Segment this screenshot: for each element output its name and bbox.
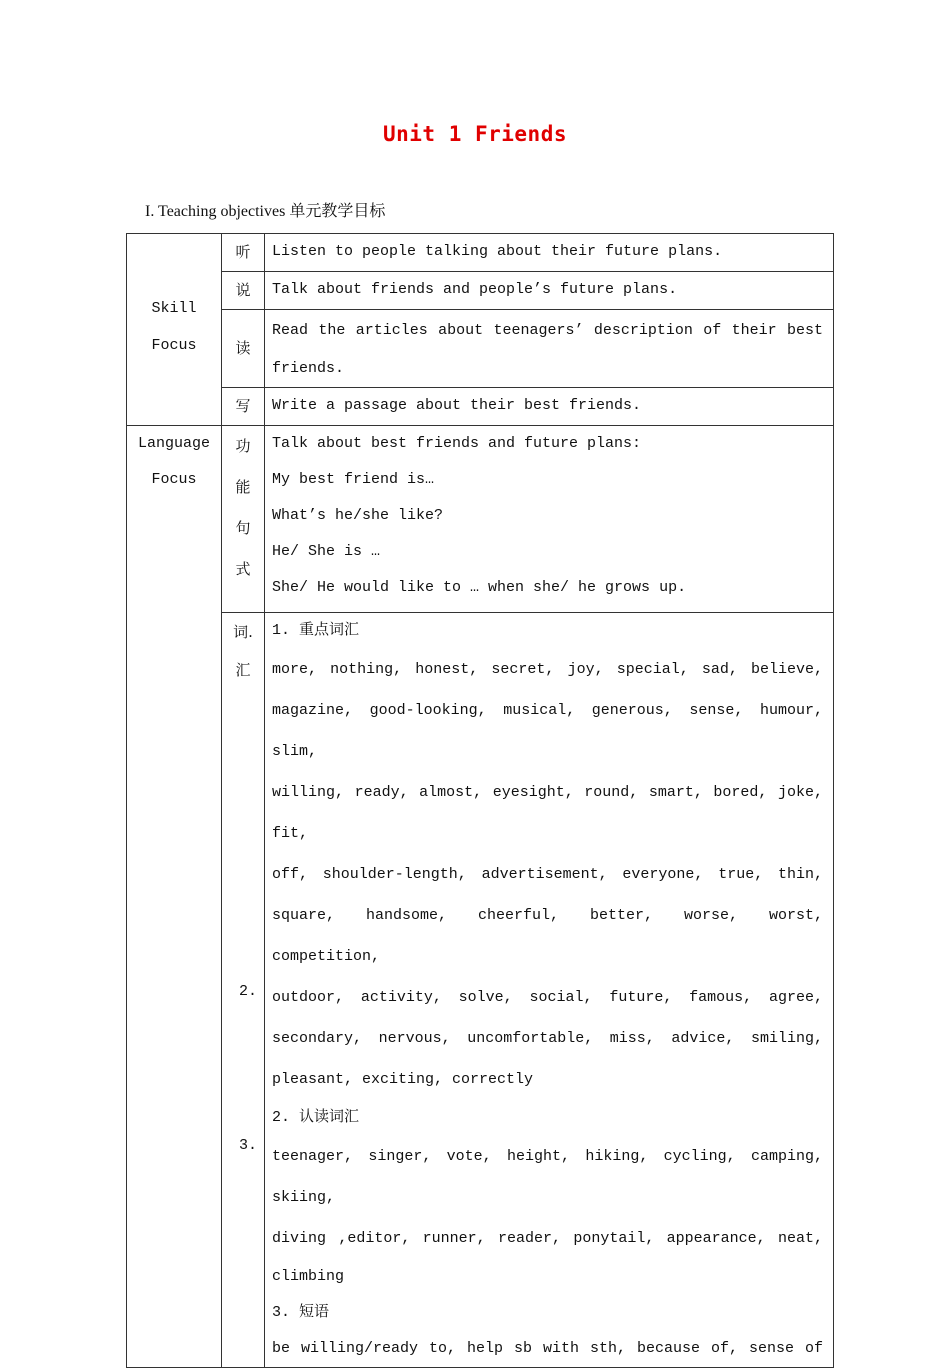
vocab-line: pleasant, exciting, correctly <box>272 1071 534 1088</box>
vocabulary-content <box>265 613 834 1368</box>
skill-text-speak: Talk about friends and people’s future plans. <box>265 272 834 310</box>
vocab-heading: 2. 认读词汇 <box>272 1109 360 1126</box>
page-title: Unit 1 Friends <box>382 122 567 146</box>
language-focus-cell <box>127 426 222 1368</box>
vocab-line: off, shoulder-length, advertisement, everyone, true, thin, <box>272 866 823 883</box>
vocab-line: secondary, nervous, uncomfortable, miss, advice, smiling, <box>272 1030 823 1047</box>
list-number: 3. <box>238 1137 257 1154</box>
vocab-line: more, nothing, honest, secret, joy, special, sad, believe, <box>272 661 823 678</box>
skill-label-listen: 听 <box>222 234 265 272</box>
functions-content <box>265 426 834 613</box>
category-label: Focus <box>151 337 197 354</box>
vocab-line: willing, ready, almost, eyesight, round, smart, bored, joke, fit, <box>272 784 823 842</box>
vocab-line: climbing <box>272 1268 345 1285</box>
category-label: Language <box>137 435 210 452</box>
skill-text-listen: Listen to people talking about their future plans. <box>265 234 834 272</box>
table-row <box>127 234 834 272</box>
vocab-heading: 3. 短语 <box>272 1304 330 1321</box>
function-line: What’s he/she like? <box>272 507 444 524</box>
vocabulary-label: 词. 汇 2. 3. <box>222 613 265 1368</box>
table-row <box>127 426 834 613</box>
function-line: She/ He would like to … when she/ he grows up. <box>272 579 687 596</box>
section-heading: I. Teaching objectives 单元教学目标 <box>145 203 386 220</box>
vocab-line: square, handsome, cheerful, better, worse, worst, competition, <box>272 907 823 965</box>
skill-label-speak: 说 <box>222 272 265 310</box>
function-line: Talk about best friends and future plans: <box>272 435 642 452</box>
function-line: My best friend is… <box>272 471 435 488</box>
objectives-table <box>126 233 834 1368</box>
list-number: 2. <box>238 983 257 1000</box>
functions-label: 功 能 句 式 <box>222 426 265 613</box>
table-row <box>127 388 834 426</box>
skill-label-read: 读 <box>222 310 265 388</box>
skill-label-write: 写 <box>222 388 265 426</box>
category-label: Focus <box>151 471 197 488</box>
skill-text-read: Read the articles about teenagers’ description of their best friends. <box>265 310 834 388</box>
table-row <box>127 310 834 388</box>
table-row <box>127 613 834 1368</box>
skill-focus-cell <box>127 234 222 426</box>
vocab-line: be willing/ready to, help sb with sth, because of, sense of <box>272 1340 823 1357</box>
function-line: He/ She is … <box>272 543 381 560</box>
vocab-line: diving ,editor, runner, reader, ponytail, appearance, neat, <box>272 1230 823 1247</box>
vocab-line: teenager, singer, vote, height, hiking, cycling, camping, skiing, <box>272 1148 823 1206</box>
vocab-line: outdoor, activity, solve, social, future, famous, agree, <box>272 989 823 1006</box>
category-label: Skill <box>151 300 197 317</box>
vocab-line: magazine, good-looking, musical, generous, sense, humour, slim, <box>272 702 823 760</box>
vocab-heading: 1. 重点词汇 <box>272 622 360 639</box>
table-row <box>127 272 834 310</box>
skill-text-write: Write a passage about their best friends. <box>265 388 834 426</box>
